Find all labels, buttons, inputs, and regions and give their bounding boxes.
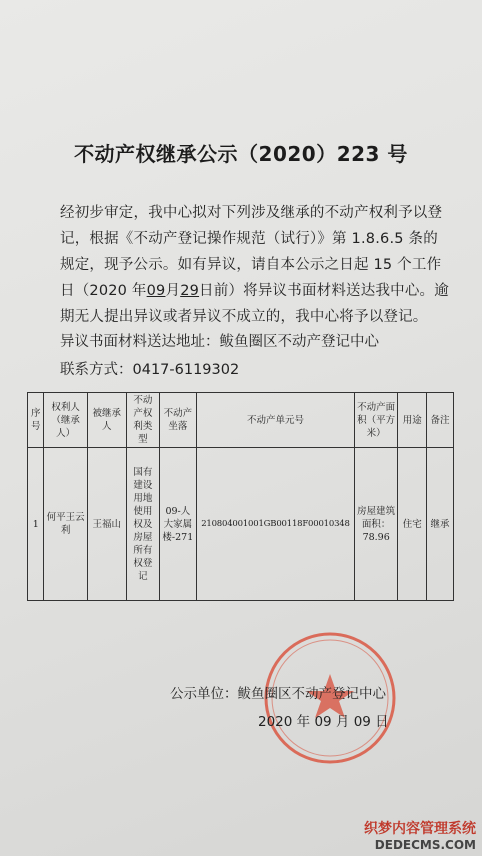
cell-right-type: 国有建设用地使用权及房屋所有权登记 (126, 448, 159, 601)
cell-location: 09-人大家属楼-271 (159, 448, 196, 601)
cell-remark: 继承 (427, 448, 454, 601)
col-header-holder: 权利人（继承人） (44, 393, 87, 448)
cell-no: 1 (28, 448, 44, 601)
col-header-remark: 备注 (427, 393, 454, 448)
notice-body (60, 200, 450, 330)
deadline-month: 09 (146, 283, 166, 299)
intro-text: 经初步审定，我中心拟对下列涉及继承的不动产权利予以登记，根据《不动产登记操作规范（试行）》第 1.8.6.5 条的规定，现予公示。如有异议，请自本公示之日起 15 个工作日（2020 年 (60, 205, 443, 299)
deadline-month-label: 月 (165, 283, 181, 299)
col-header-right-type: 不动产权利类型 (126, 393, 159, 448)
col-header-area: 不动产面积（平方米） (355, 393, 398, 448)
contact-phone: 联系方式：0417-6119302 (60, 362, 240, 378)
col-header-unit-no: 不动产单元号 (196, 393, 354, 448)
objection-address: 异议书面材料送达地址：鲅鱼圈区不动产登记中心 (60, 334, 379, 350)
col-header-no: 序号 (28, 393, 44, 448)
cell-holder: 何平王云利 (44, 448, 87, 601)
registration-table (27, 392, 454, 601)
cell-area: 房屋建筑面积：78.96 (355, 448, 398, 601)
table-row (28, 448, 454, 601)
col-header-location: 不动产坐落 (159, 393, 196, 448)
col-header-decedent: 被继承人 (87, 393, 126, 448)
notice-title: 不动产权继承公示（2020）223 号 (74, 142, 408, 166)
watermark-site: DEDECMS.COM (374, 838, 476, 852)
cell-use: 住宅 (398, 448, 427, 601)
issue-date: 2020 年 09 月 09 日 (258, 714, 389, 730)
watermark (364, 818, 476, 852)
watermark-title: 织梦内容管理系统 (364, 821, 476, 837)
col-header-use: 用途 (398, 393, 427, 448)
intro-text-continued: 日前）将异议书面材料送达我中心。逾期无人提出异议或者异议不成立的，我中心将予以登记。 (60, 283, 449, 325)
table-header-row (28, 393, 454, 448)
deadline-day: 29 (180, 283, 200, 299)
cell-decedent: 王福山 (87, 448, 126, 601)
issuing-unit: 公示单位：鲅鱼圈区不动产登记中心 (170, 686, 386, 702)
cell-unit-no: 210804001001GB00118F00010348 (196, 448, 354, 601)
